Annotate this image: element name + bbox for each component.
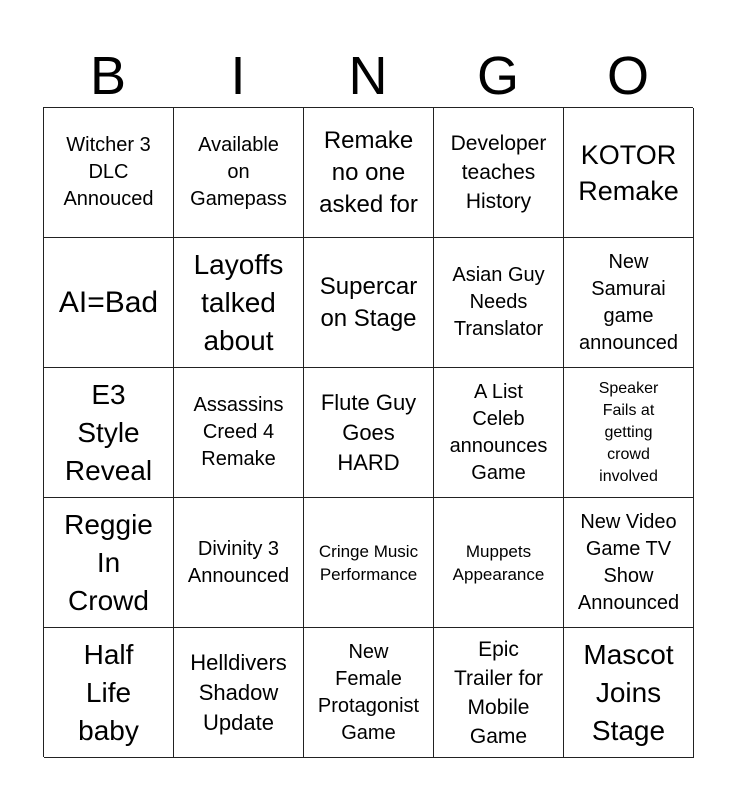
bingo-cell[interactable]: Divinity 3 Announced — [174, 498, 304, 628]
header-letter-n: N — [348, 46, 388, 106]
bingo-cell[interactable]: AI=Bad — [44, 238, 174, 368]
bingo-cell[interactable]: Half Life baby — [44, 628, 174, 758]
bingo-cell[interactable]: New Video Game TV Show Announced — [564, 498, 694, 628]
header-letter-g: G — [476, 46, 519, 106]
bingo-cell[interactable]: Available on Gamepass — [174, 108, 304, 238]
bingo-cell[interactable]: Remake no one asked for — [304, 108, 434, 238]
bingo-cell[interactable]: Cringe Music Performance — [304, 498, 434, 628]
header-letter-o: O — [606, 46, 649, 106]
bingo-cell[interactable]: Witcher 3 DLC Annouced — [44, 108, 174, 238]
bingo-cell[interactable]: Helldivers Shadow Update — [174, 628, 304, 758]
bingo-board — [43, 107, 693, 757]
bingo-cell[interactable]: KOTOR Remake — [564, 108, 694, 238]
bingo-cell[interactable]: E3 Style Reveal — [44, 368, 174, 498]
bingo-cell[interactable]: Flute Guy Goes HARD — [304, 368, 434, 498]
bingo-cell[interactable]: Layoffs talked about — [174, 238, 304, 368]
bingo-cell[interactable]: Asian Guy Needs Translator — [434, 238, 564, 368]
bingo-cell[interactable]: Speaker Fails at getting crowd involved — [564, 368, 694, 498]
bingo-cell[interactable]: New Samurai game announced — [564, 238, 694, 368]
bingo-cell[interactable]: Muppets Appearance — [434, 498, 564, 628]
header-letter-i: I — [230, 46, 246, 106]
bingo-cell[interactable]: Assassins Creed 4 Remake — [174, 368, 304, 498]
bingo-cell[interactable]: Supercar on Stage — [304, 238, 434, 368]
bingo-cell[interactable]: Mascot Joins Stage — [564, 628, 694, 758]
bingo-cell[interactable]: New Female Protagonist Game — [304, 628, 434, 758]
bingo-cell[interactable]: Epic Trailer for Mobile Game — [434, 628, 564, 758]
bingo-cell[interactable]: Developer teaches History — [434, 108, 564, 238]
bingo-header — [43, 46, 693, 106]
bingo-cell[interactable]: Reggie In Crowd — [44, 498, 174, 628]
header-letter-b: B — [89, 46, 127, 106]
bingo-cell[interactable]: A List Celeb announces Game — [434, 368, 564, 498]
